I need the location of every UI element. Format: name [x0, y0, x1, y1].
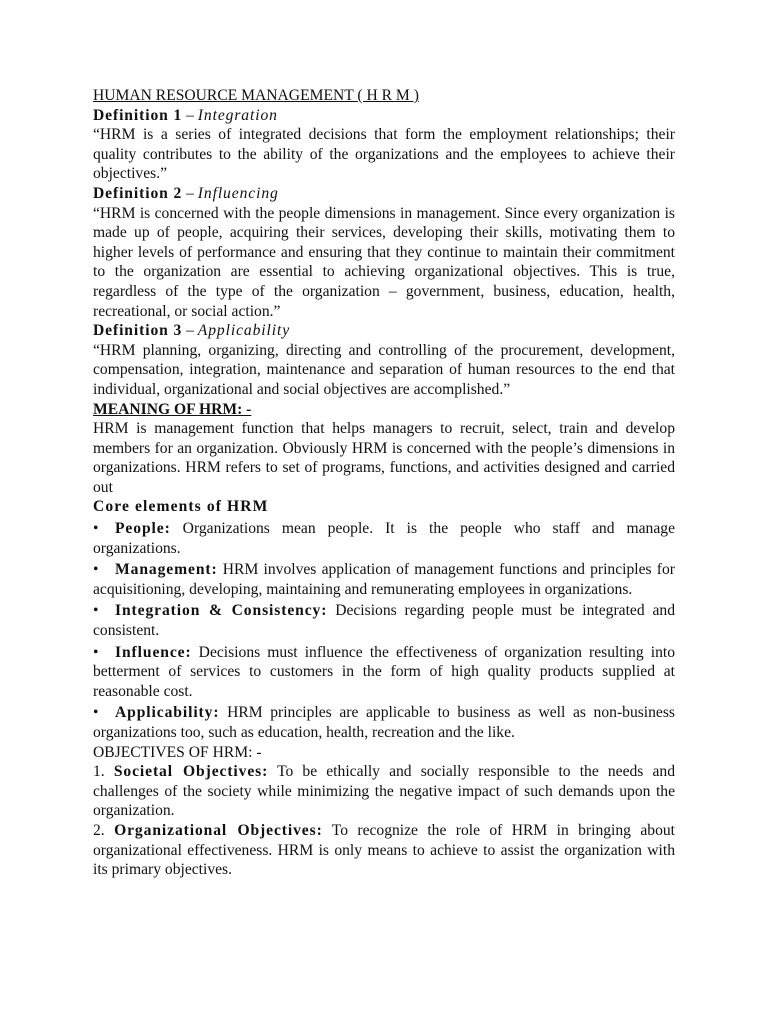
- definition-3-subtitle: Applicability: [197, 322, 291, 340]
- bullet-icon: •: [93, 520, 99, 538]
- bullet-icon: •: [93, 602, 99, 620]
- definition-1-label: Definition 1: [93, 106, 183, 124]
- meaning-text: HRM is management function that helps managers to recruit, select, train and develop members for an organization. Obviously HRM is concerned with the people’s dimensions in organizations. HRM refers to set of programs, functions, and activities designed and carried out: [93, 420, 675, 496]
- core-element-label: Integration & Consistency:: [115, 602, 328, 620]
- core-element-text: Organizations mean people. It is the people who staff and manage organizations.: [93, 520, 675, 557]
- definition-2-label: Definition 2: [93, 184, 183, 202]
- definition-3-text: “HRM planning, organizing, directing and controlling of the procurement, development, compensation, integration, maintenance and separation of human resources to the end that individual, organizational and social objectives are accomplished.”: [93, 341, 675, 398]
- bullet-icon: •: [93, 643, 99, 661]
- core-element-text: HRM principles are applicable to business as well as non-business organizations too, such as education, health, recreation and the like.: [93, 704, 675, 741]
- objective-organizational: [93, 821, 675, 880]
- definition-1-separator: –: [182, 106, 198, 124]
- document-page: [93, 86, 675, 880]
- core-element-applicability: [93, 701, 675, 742]
- definition-2-subtitle: Influencing: [197, 184, 279, 202]
- core-element-label: Influence:: [115, 643, 192, 661]
- definition-3-separator: –: [182, 322, 198, 340]
- objective-number: 2.: [93, 821, 115, 839]
- core-element-label: Management:: [115, 561, 218, 579]
- definition-3-label: Definition 3: [93, 322, 183, 340]
- core-element-label: Applicability:: [115, 704, 220, 722]
- meaning-heading: MEANING OF HRM: -: [93, 400, 252, 418]
- bullet-icon: •: [93, 561, 99, 579]
- definition-2-separator: –: [182, 184, 198, 202]
- definition-1-subtitle: Integration: [197, 106, 278, 124]
- definition-1-heading: [93, 106, 675, 126]
- objective-text: To be ethically and socially responsible to the needs and challenges of the society while minimizing the negative impact of such demands upon the organization.: [93, 763, 675, 820]
- objectives-heading: OBJECTIVES OF HRM: -: [93, 743, 262, 761]
- objective-text: To recognize the role of HRM in bringing about organizational effectiveness. HRM is only means to achieve to assist the organization with its primary objectives.: [93, 821, 675, 879]
- core-element-text: Decisions must influence the effectiveness of organization resulting into betterment of services to customers in the form of high quality products supplied at reasonable cost.: [93, 643, 675, 700]
- objective-label: Organizational Objectives:: [114, 821, 323, 839]
- definition-1-text: “HRM is a series of integrated decisions that form the employment relationships; their quality contributes to the ability of the organizations and the employees to achieve their objectives.”: [93, 126, 675, 183]
- core-element-integration: [93, 599, 675, 640]
- core-element-management: [93, 558, 675, 599]
- definition-2-heading: [93, 184, 675, 204]
- core-element-influence: [93, 641, 675, 702]
- bullet-icon: •: [93, 704, 99, 722]
- core-element-text: Decisions regarding people must be integrated and consistent.: [93, 602, 676, 640]
- objective-number: 1.: [93, 763, 114, 781]
- document-title: HUMAN RESOURCE MANAGEMENT ( H R M ): [93, 87, 419, 104]
- core-element-text: HRM involves application of management functions and principles for acquisitioning, developing, maintaining and remunerating employees in organizations.: [93, 561, 675, 598]
- objective-label: Societal Objectives:: [113, 763, 269, 781]
- core-elements-heading: Core elements of HRM: [93, 498, 269, 516]
- objective-societal: [93, 762, 675, 821]
- core-element-people: [93, 517, 675, 558]
- definition-3-heading: [93, 321, 675, 341]
- definition-2-text: “HRM is concerned with the people dimensions in management. Since every organization is made up of people, acquiring their services, developing their skills, motivating them to higher levels of performance and ensuring that they continue to maintain their commitment to the organization are essential to achieving organizational objectives. This is true, regardless of the type of the organization – government, business, education, health, recreational, or social action.”: [93, 204, 675, 320]
- core-element-label: People:: [115, 520, 171, 538]
